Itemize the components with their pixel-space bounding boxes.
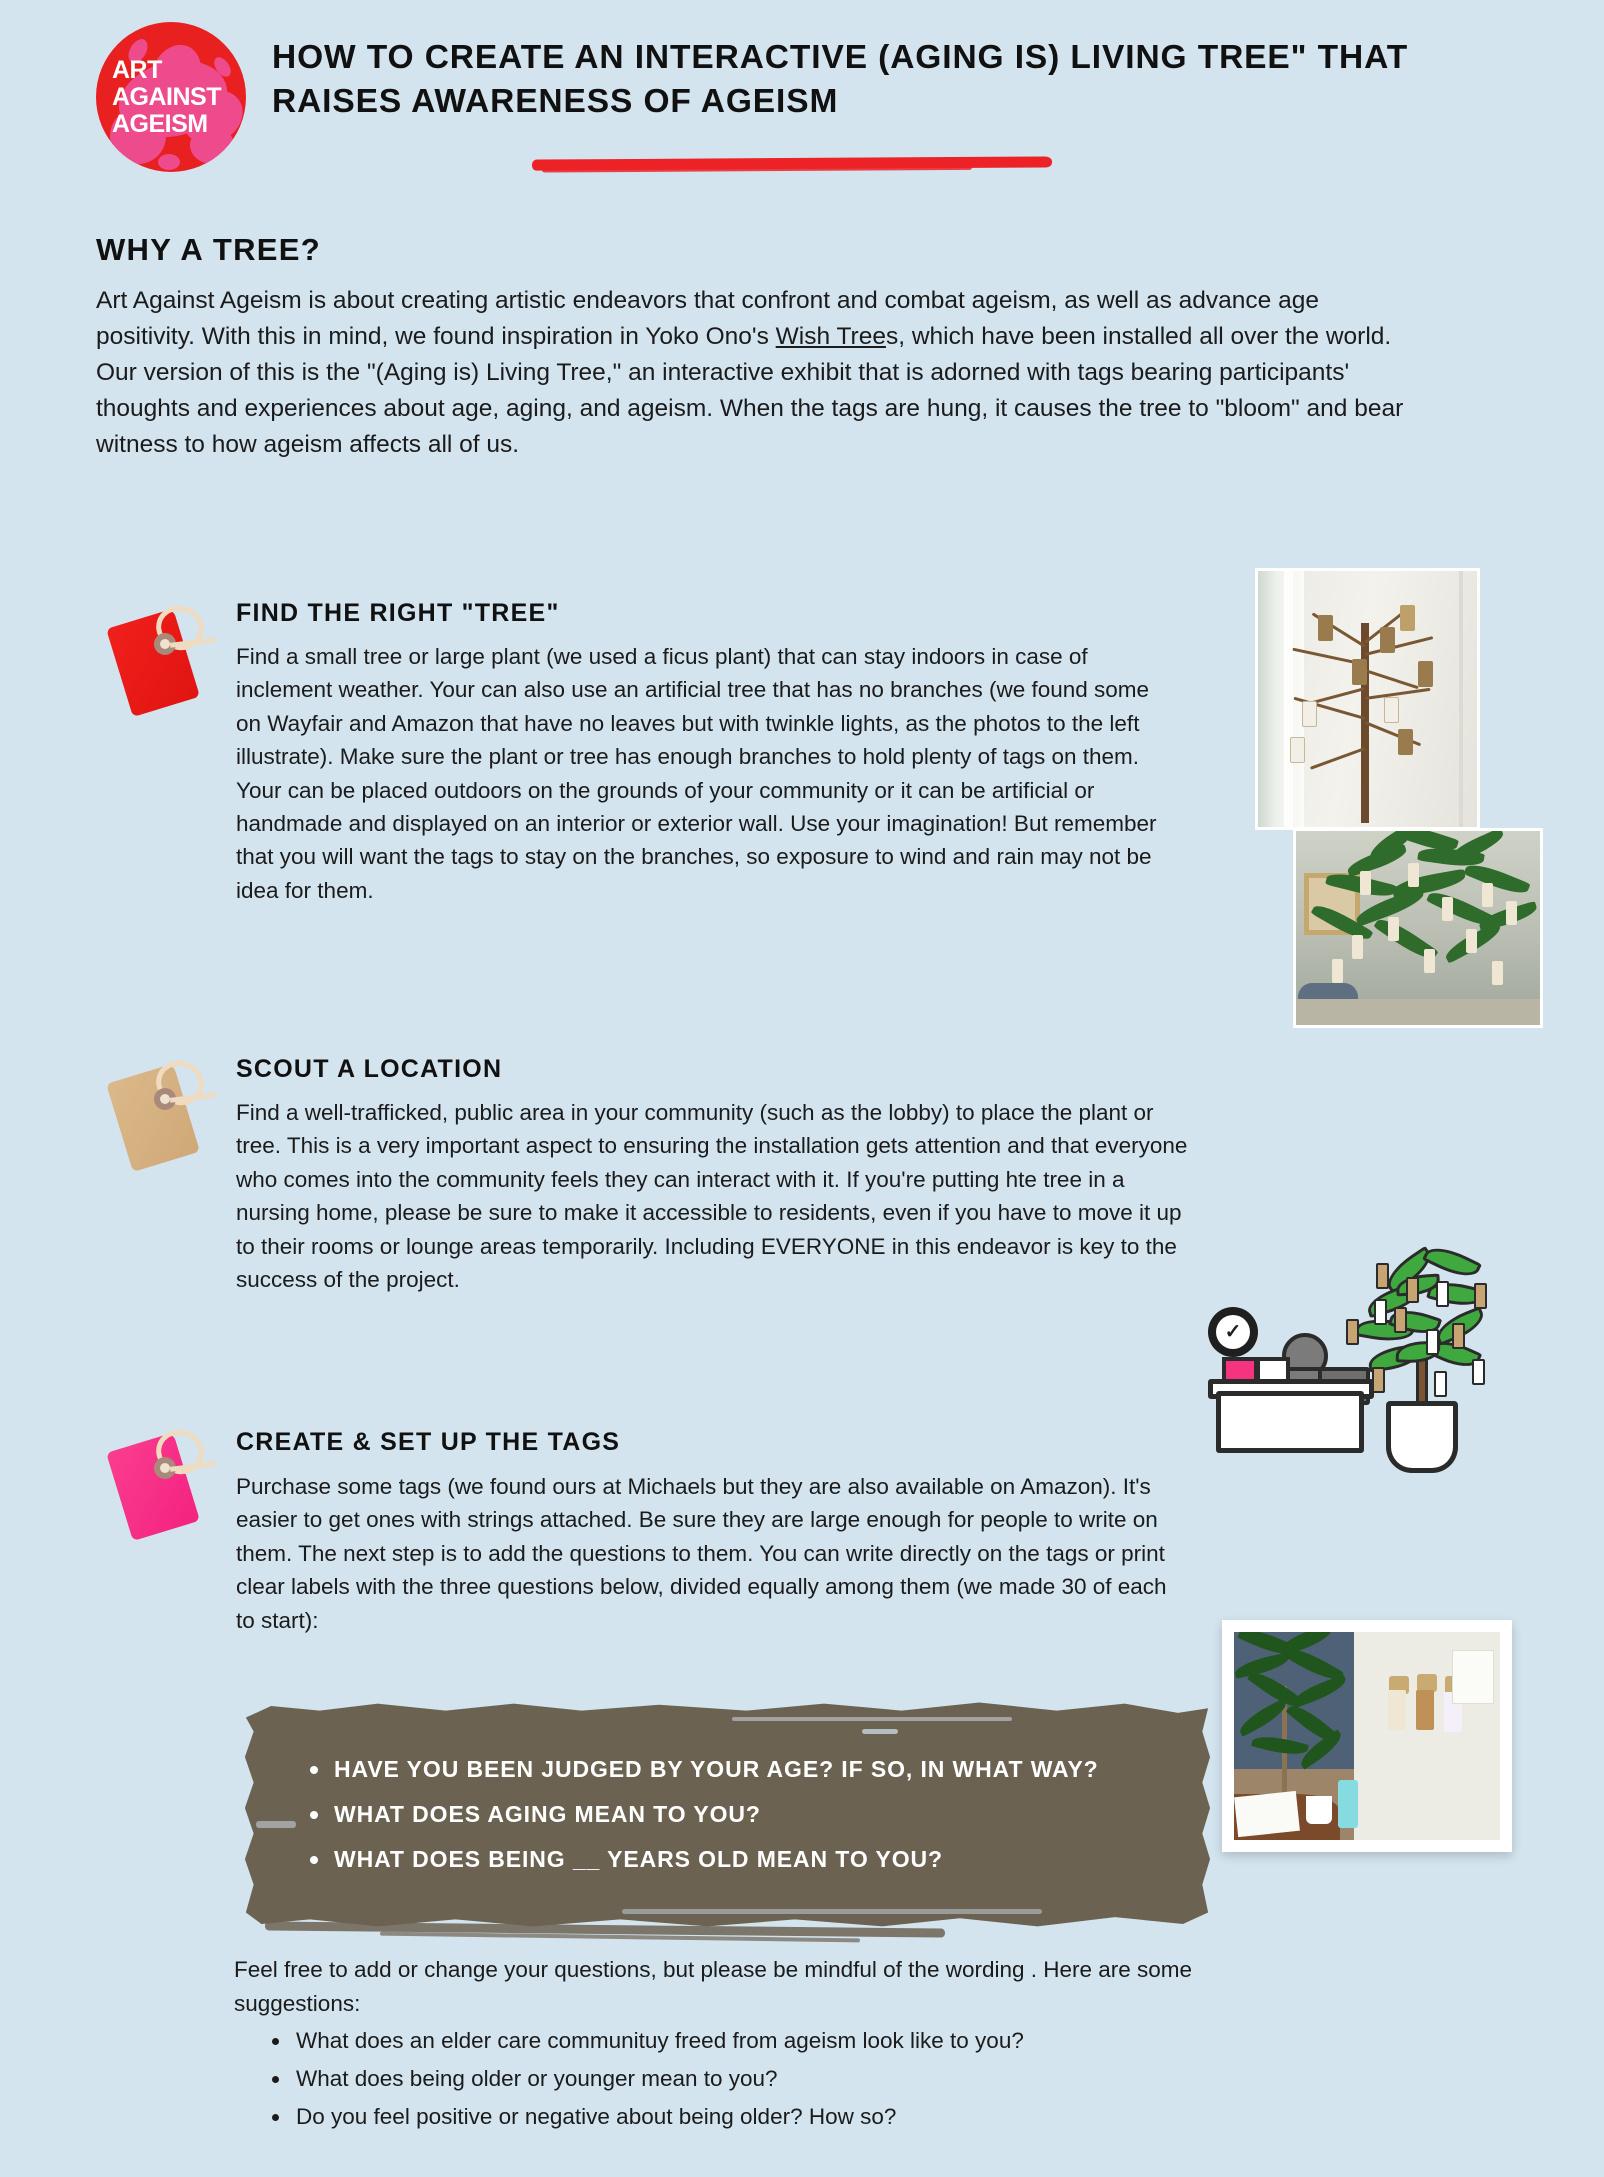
suggestion-item: What does an elder care communituy freed from ageism look like to you? [262, 2022, 1262, 2060]
why-paragraph-part-2: s, which have been installed all over the world. Our version of this is the "(Aging is) Living Tree," an interactive exhibit that is adorned with tags bearing participants' thoughts and experiences about age, aging, and ageism. When the tags are hung, it causes the tree to "bloom" and bear witness to how ageism affects all of us. [96, 323, 1404, 458]
pink-tag-icon [108, 1424, 208, 1544]
logo-line-2: AGAINST [112, 82, 221, 111]
step-3-heading: CREATE & SET UP THE TAGS [236, 1428, 621, 1456]
page-title: HOW TO CREATE AN INTERACTIVE (AGING IS) LIVING TREE" THAT RAISES AWARENESS OF AGEISM [272, 39, 1409, 120]
plant-pot [1386, 1401, 1458, 1473]
photo-wall-tags-display [1222, 1620, 1512, 1852]
photo-branch-tree-with-tags [1255, 568, 1480, 830]
step-2-body: Find a well-trafficked, public area in your community (such as the lobby) to place the plant or tree. This is a very important aspect to ensuring the installation gets attention and that everyone who comes into the community feels they can interact with it. If you're putting hte tree in a nursing home, please be sure to make it accessible to residents, even if you have to move it up to their rooms or lounge areas temporarily. Including EVERYONE in this endeavor is key to the success of the project. [236, 1100, 1188, 1293]
brush-texture-streak [732, 1717, 1012, 1721]
logo-line-1: ART [112, 55, 162, 84]
desk-front-panel [1216, 1391, 1364, 1453]
footer-intro-text: Feel free to add or change your questions, but please be mindful of the wording . Here are some suggestions: [234, 1957, 1193, 2016]
suggestion-item: What does being older or younger mean to you? [262, 2060, 1262, 2098]
step-3-body: Purchase some tags (we found ours at Michaels but they are also available on Amazon). It's easier to get ones with strings attached. Be sure they are large enough for people to write on them. The next step is to add the questions to them. You can write directly on the tags or print clear labels with the three questions below, divided equally among them (we made 30 of each to start): [236, 1474, 1167, 1633]
questions-brushstroke-box [242, 1699, 1212, 1931]
question-item: WHAT DOES AGING MEAN TO YOU? [306, 1796, 1126, 1833]
brush-texture-streak [862, 1729, 898, 1734]
suggestion-item: Do you feel positive or negative about being older? How so? [262, 2098, 1262, 2136]
wish-tree-link[interactable]: Wish Tree [775, 323, 886, 350]
title-underline-brushstroke [532, 156, 1052, 170]
question-item: HAVE YOU BEEN JUDGED BY YOUR AGE? IF SO, IN WHAT WAY? [306, 1751, 1126, 1788]
photo-ficus-plant-with-tags [1293, 828, 1543, 1028]
tan-tag-icon [108, 1055, 208, 1175]
step-1-body: Find a small tree or large plant (we used a ficus plant) that can stay indoors in case of inclement weather. Your can also use an artificial tree that has no branches (we found some on Wayfair and Amazon that have no leaves but with twinkle lights, as the photos to the left illustrate). Make sure the plant or tree has enough branches to hold plenty of tags on them. Your can be placed outdoors on the grounds of your community or it can be artificial or handmade and displayed on an interior or exterior wall. Use your imagination! But remember that you will want the tags to stay on the branches, so exposure to wind and rain may not be idea for them. [236, 644, 1157, 903]
red-tag-icon [108, 600, 208, 720]
step-1-heading: FIND THE RIGHT "TREE" [236, 599, 560, 627]
footer-suggestions-list [262, 2022, 1262, 2136]
brush-texture-streak [622, 1909, 1042, 1914]
clock-icon: ✓ [1208, 1307, 1258, 1357]
why-paragraph-part-1: Art Against Ageism is about creating artistic endeavors that confront and combat ageism, as well as advance age positivity. With this in mind, we found inspiration in Yoko Ono's [96, 287, 1319, 350]
logo-text [96, 22, 246, 172]
why-a-tree-paragraph [96, 283, 1412, 463]
logo-line-3: AGEISM [112, 109, 208, 138]
questions-list [306, 1751, 1126, 1886]
reception-desk-illustration [1190, 1215, 1490, 1475]
why-a-tree-heading: WHY A TREE? [96, 232, 321, 267]
page-header [0, 0, 1604, 200]
question-item: WHAT DOES BEING __ YEARS OLD MEAN TO YOU? [306, 1841, 1126, 1878]
art-against-ageism-logo [96, 22, 246, 172]
step-2-heading: SCOUT A LOCATION [236, 1055, 503, 1083]
brush-texture-streak [256, 1821, 296, 1828]
